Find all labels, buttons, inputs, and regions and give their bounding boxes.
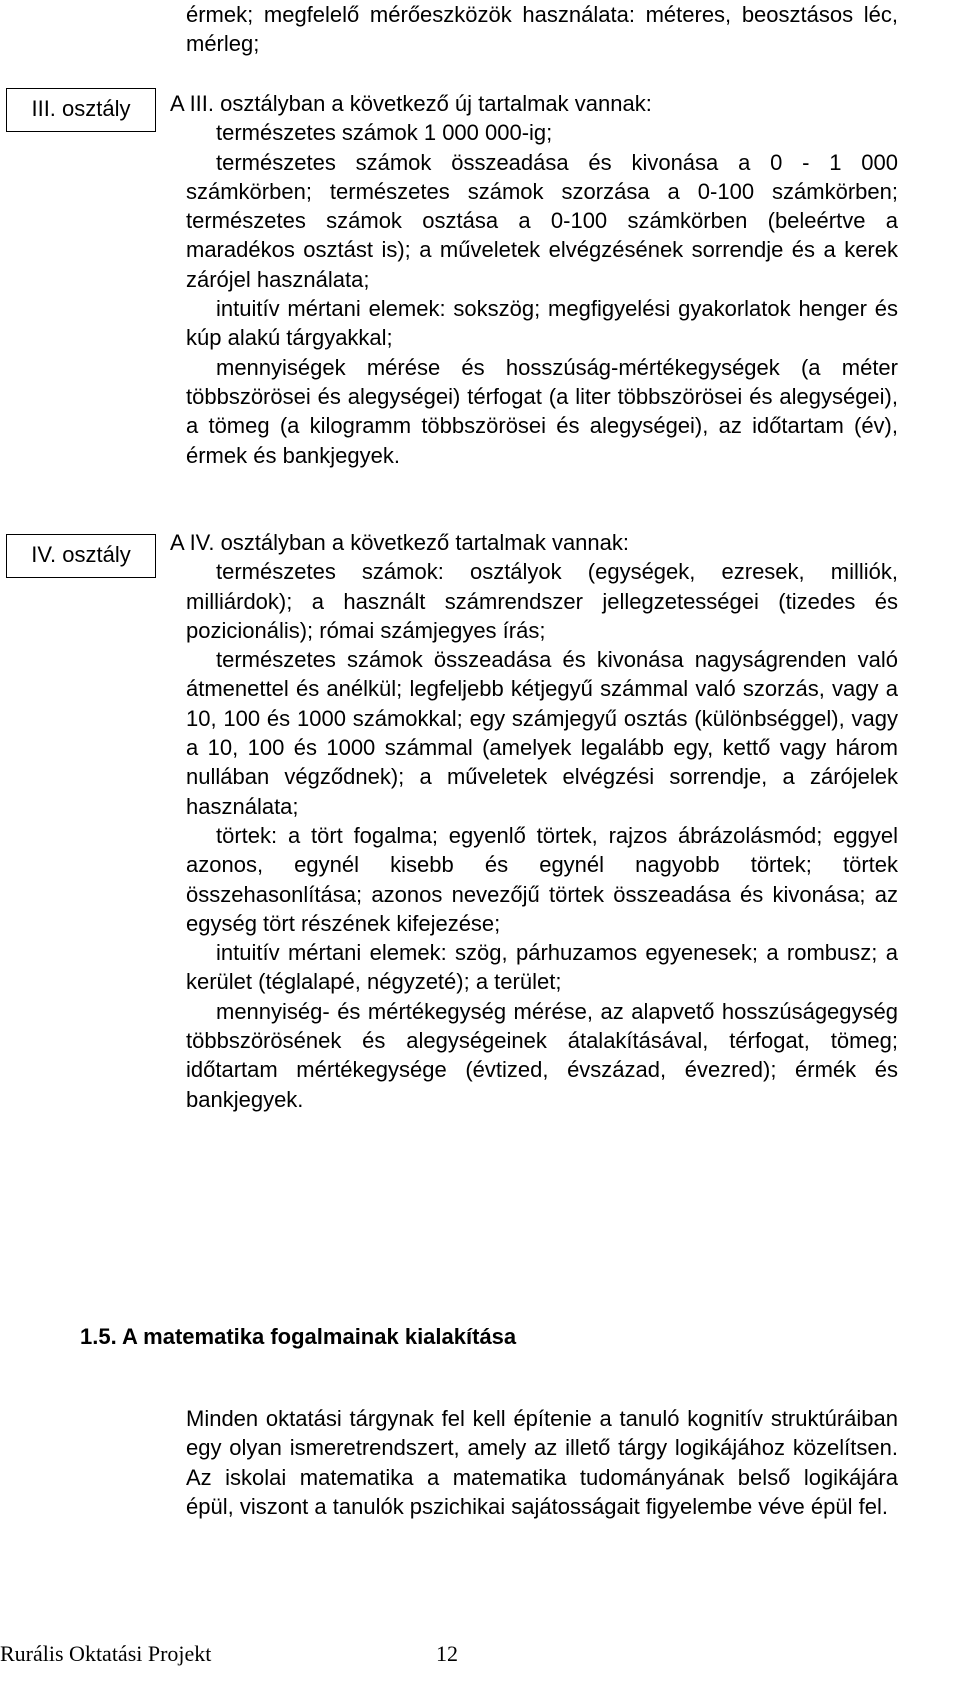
grade3-paragraph-1: természetes számok 1 000 000-ig;: [216, 120, 553, 146]
section-heading: 1.5. A matematika fogalmainak kialakítása: [80, 1324, 517, 1349]
grade4-paragraph-5: mennyiség- és mértékegység mérése, az alapvető hosszúságegység többszörösének és alegységeinek átalakításával, térfogat, tömeg; időtartam mértékegysége (évtized, évszázad, évezred); érmék és bankjegyek.: [186, 998, 898, 1112]
section-body-block: [186, 1404, 898, 1521]
page-number: 12: [436, 1641, 458, 1666]
grade3-paragraph-4: mennyiségek mérése és hosszúság-mértékegységek (a méter többszörösei és alegységei) térfogat (a liter többszörösei és alegységei), a tömeg (a kilogramm többszörösei és alegységei), az időtartam (év), érmek és bankjegyek.: [186, 354, 898, 468]
grade3-label: III. osztály: [31, 96, 131, 121]
grade3-paragraph-3: intuitív mértani elemek: sokszög; megfigyelési gyakorlatok henger és kúp alakú tárgyakkal;: [186, 296, 898, 351]
grade4-paragraph-1: természetes számok: osztályok (egységek, ezresek, milliók, milliárdok); a használt számrendszer jellegzetességei (tizedes és pozicionális); római számjegyes írás;: [186, 559, 898, 643]
grade3-intro: A III. osztályban a következő új tartalmak vannak:: [170, 91, 652, 116]
top-continuation-text: érmek; megfelelő mérőeszközök használata: méteres, beosztásos léc, mérleg;: [186, 2, 898, 57]
grade4-paragraph-3: törtek: a tört fogalma; egyenlő törtek, rajzos ábrázolásmód; eggyel azonos, egynél kisebb és egynél nagyobb törtek; törtek összehasonlítása; azonos nevezőjű törtek összeadása és kivonása; az egység tört részének kifejezése;: [186, 822, 898, 936]
grade3-label-box: [6, 88, 156, 132]
grade4-label-box: [6, 534, 156, 578]
grade4-intro: A IV. osztályban a következő tartalmak vannak:: [170, 530, 630, 555]
grade3-paragraph-2: természetes számok összeadása és kivonása a 0 - 1 000 számkörben; természetes számok szorzása a 0-100 számkörben; természetes számok osztása a 0-100 számkörben (beleértve a maradékos osztást is); a műveletek elvégzésének sorrendje és a kerek zárójel használata;: [186, 149, 898, 292]
section-body: Minden oktatási tárgynak fel kell építenie a tanuló kognitív struktúráiban egy olyan ismeretrendszert, amely az illető tárgy logikájához közelítsen. Az iskolai matematika a matematika tudományának belső logikájára épül, viszont a tanulók pszichikai sajátosságait figyelembe véve épül fel.: [186, 1406, 898, 1519]
top-continuation-block: [186, 0, 898, 59]
grade4-paragraph-2: természetes számok összeadása és kivonása nagyságrenden való átmenettel és anélkül; legfeljebb kétjegyű számmal való szorzás, vagy a 10, 100 és 1000 számokkal; egy számjegyű osztás (különbséggel), vagy a 10, 100 és 1000 számmal (amelyek legalább egy, kettő vagy három nullában végződnek); a műveletek elvégzési sorrendje, a zárójelek használata;: [186, 647, 898, 819]
footer-project-name: Rurális Oktatási Projekt: [0, 1641, 212, 1666]
grade3-content: [170, 89, 898, 470]
grade4-label: IV. osztály: [31, 542, 131, 567]
grade4-content: [170, 528, 898, 1114]
grade4-paragraph-4: intuitív mértani elemek: szög, párhuzamos egyenesek; a rombusz; a kerület (téglalapé, négyzeté); a terület;: [186, 940, 898, 995]
